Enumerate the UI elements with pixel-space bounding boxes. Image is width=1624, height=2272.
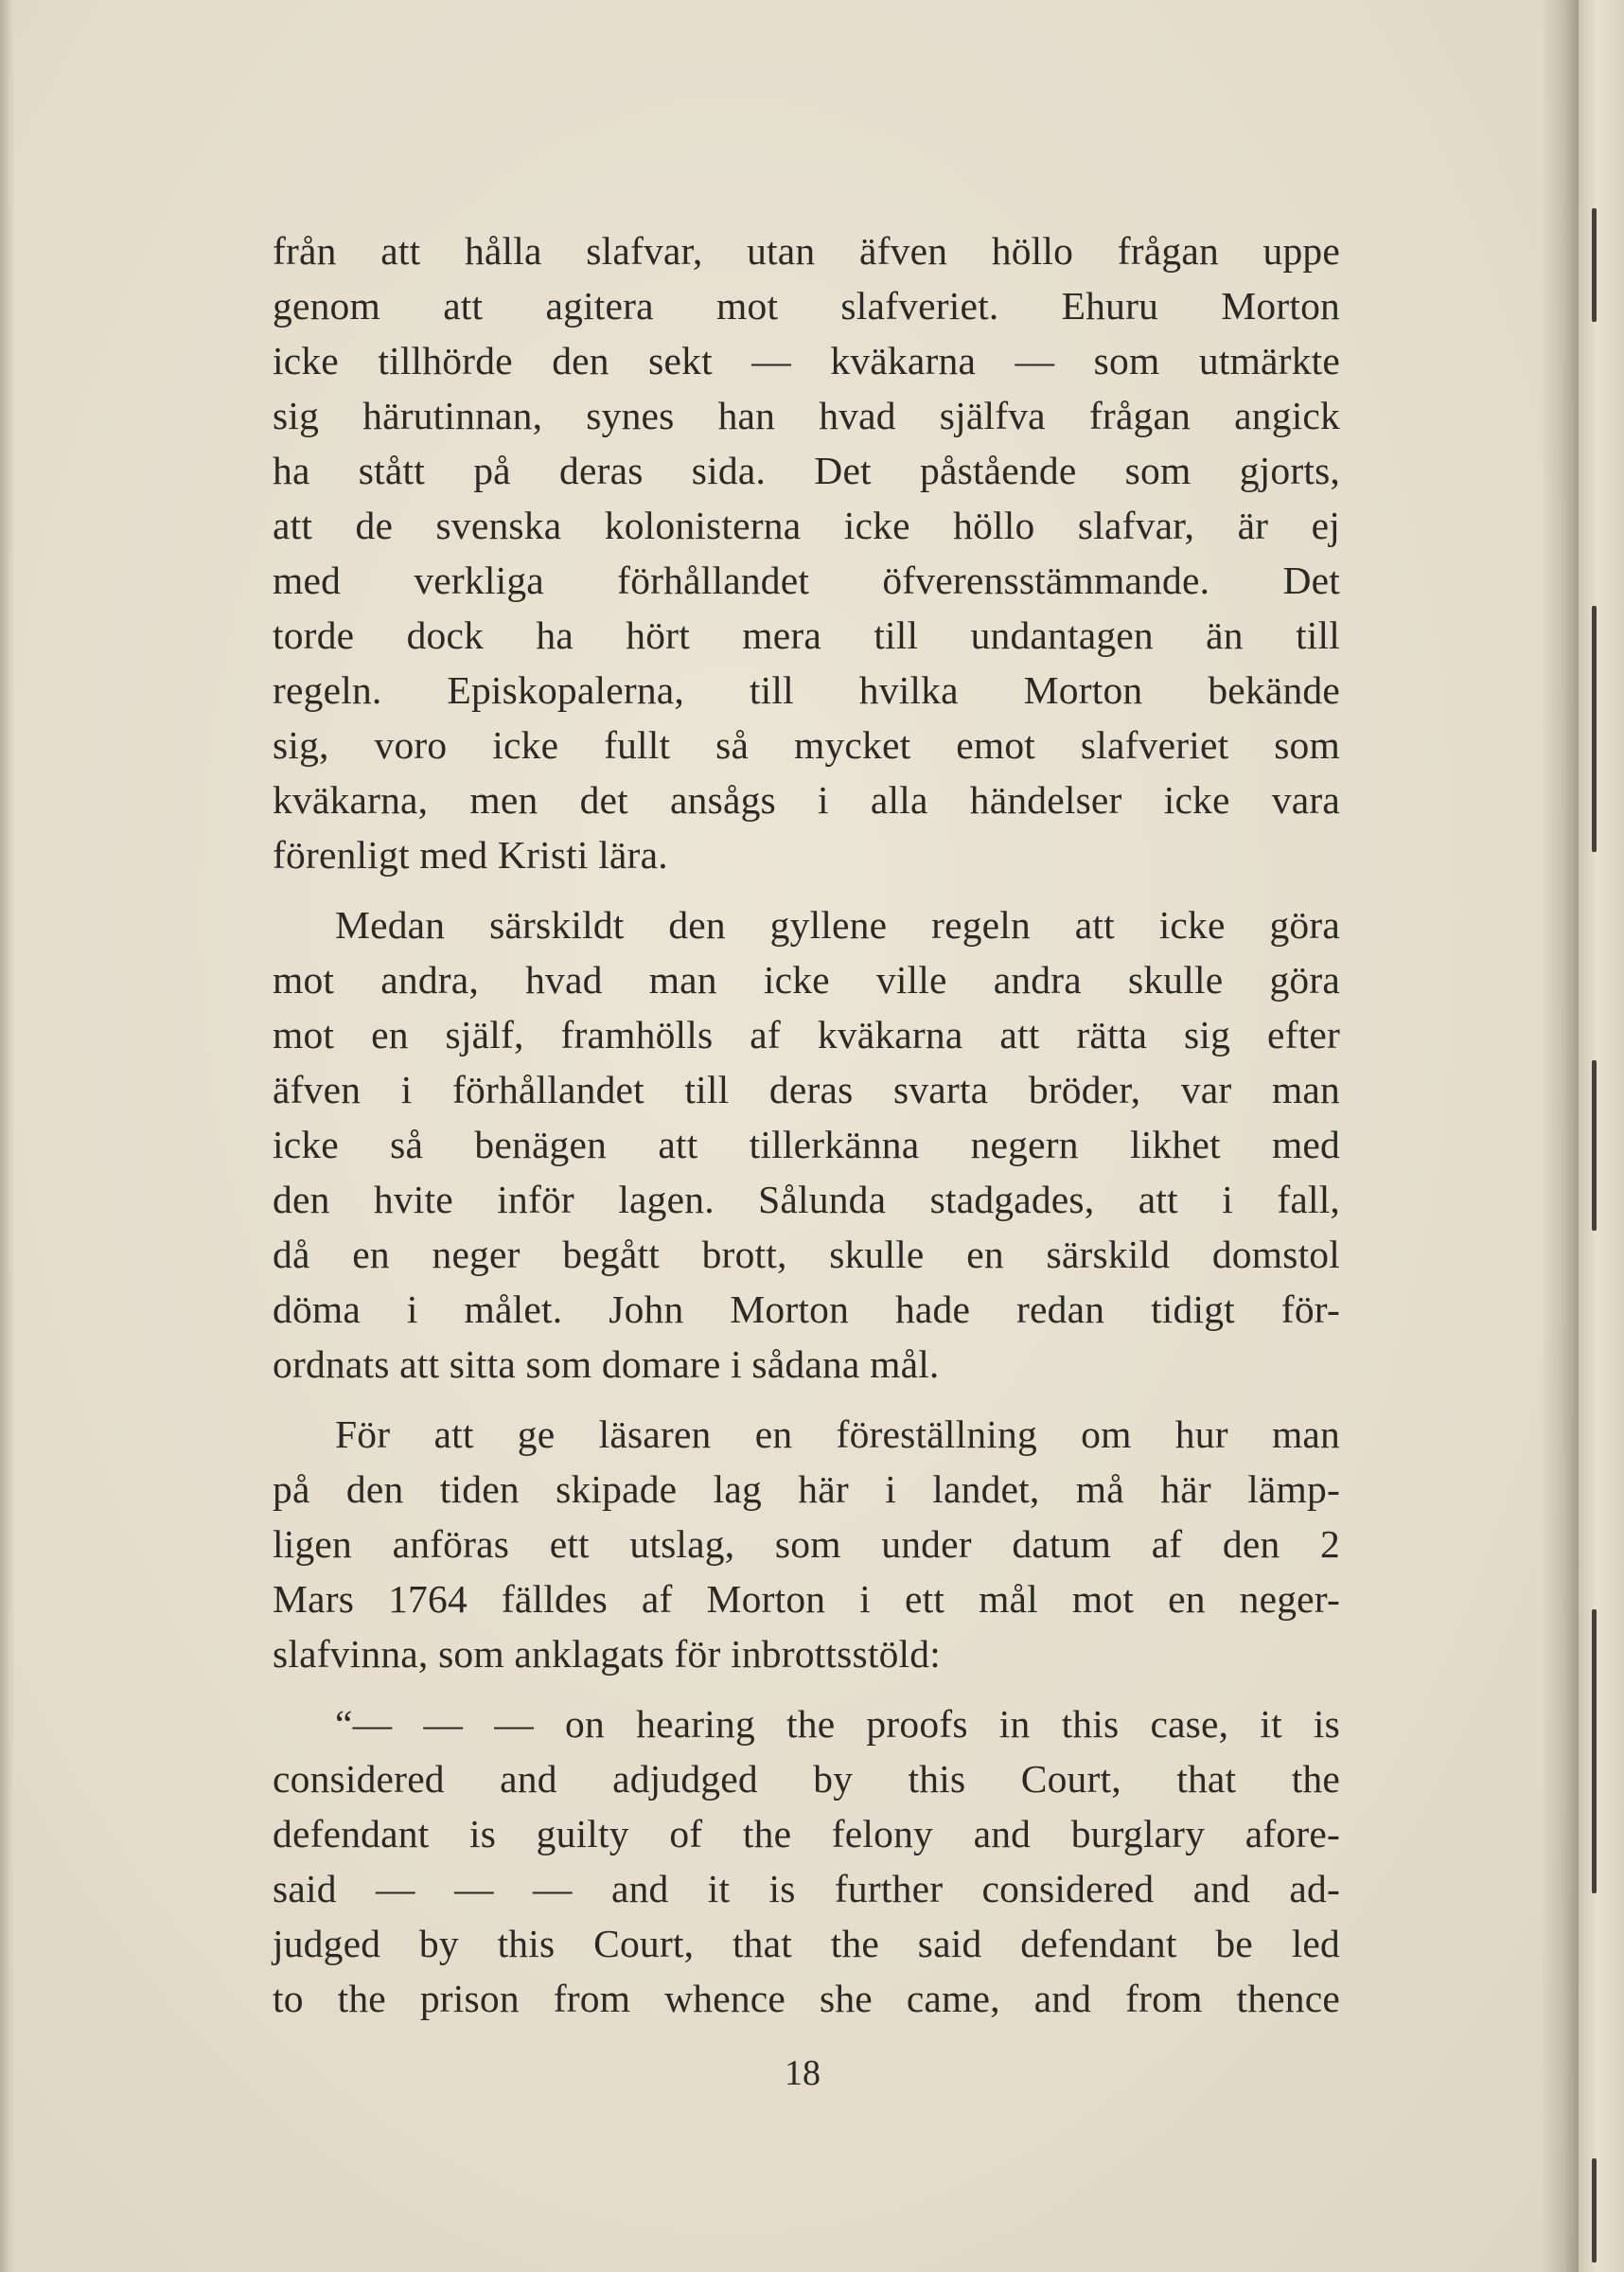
text-line: från att hålla slafvar, utan äfven höllo frågan uppe (273, 229, 1340, 273)
text-line: sig härutinnan, synes han hvad själfva frågan angick (273, 394, 1340, 437)
text-line: på den tiden skipade lag här i landet, må här lämp- (273, 1467, 1340, 1511)
text-line: sig, voro icke fullt så mycket emot slafveriet som (273, 723, 1340, 767)
binding-thread (1592, 606, 1597, 852)
text-line: ordnats att sitta som domare i sådana mål. (273, 1342, 940, 1386)
text-line: genom att agitera mot slafveriet. Ehuru Morton (273, 284, 1340, 328)
text-line: döma i målet. John Morton hade redan tidigt för- (273, 1287, 1340, 1331)
binding-thread (1592, 2158, 1597, 2263)
text-line: judged by this Court, that the said defendant be led (273, 1922, 1340, 1965)
body-text (273, 223, 1340, 2041)
paragraph (273, 223, 1340, 882)
text-line: Mars 1764 fälldes af Morton i ett mål mot en neger- (273, 1577, 1340, 1621)
gutter-shadow (1541, 0, 1579, 2272)
binding-thread (1592, 1060, 1597, 1231)
text-line: den hvite inför lagen. Sålunda stadgades, att i fall, (273, 1178, 1340, 1221)
paragraph (273, 1407, 1340, 1681)
binding-thread (1592, 208, 1597, 322)
text-line: to the prison from whence she came, and from thence (273, 1977, 1340, 2020)
text-line: För att ge läsaren en föreställning om hur man (335, 1412, 1340, 1456)
text-line: said — — — and it is further considered and ad- (273, 1867, 1340, 1910)
text-line: defendant is guilty of the felony and burglary afore- (273, 1812, 1340, 1855)
text-line: förenligt med Kristi lära. (273, 833, 668, 877)
text-line: Medan särskildt den gyllene regeln att icke göra (335, 903, 1340, 947)
text-line: då en neger begått brott, skulle en särskild domstol (273, 1233, 1340, 1276)
book-spine (1579, 0, 1624, 2272)
text-line: mot andra, hvad man icke ville andra skulle göra (273, 958, 1340, 1002)
text-line: ha stått på deras sida. Det påstående som gjorts, (273, 449, 1340, 492)
text-line: mot en själf, framhölls af kväkarna att rätta sig efter (273, 1013, 1340, 1056)
text-line: att de svenska kolonisterna icke höllo slafvar, är ej (273, 504, 1340, 547)
text-line: kväkarna, men det ansågs i alla händelser icke vara (273, 778, 1340, 822)
text-line: regeln. Episkopalerna, till hvilka Morton bekände (273, 668, 1340, 712)
text-line: torde dock ha hört mera till undantagen än till (273, 613, 1340, 657)
paragraph (273, 897, 1340, 1392)
text-line: med verkliga förhållandet öfverensstämmande. Det (273, 559, 1340, 602)
text-line: “— — — on hearing the proofs in this case, it is (335, 1702, 1340, 1746)
page-number: 18 (785, 2053, 821, 2093)
text-line: considered and adjudged by this Court, that the (273, 1757, 1340, 1801)
text-line: slafvinna, som anklagats för inbrottsstöld: (273, 1632, 941, 1676)
text-line: icke tillhörde den sekt — kväkarna — som utmärkte (273, 339, 1340, 382)
quotation (273, 1696, 1340, 2026)
text-line: äfven i förhållandet till deras svarta bröder, var man (273, 1068, 1340, 1111)
text-line: icke så benägen att tillerkänna negern likhet med (273, 1123, 1340, 1166)
text-line: ligen anföras ett utslag, som under datum af den 2 (273, 1522, 1340, 1566)
page-left-edge (0, 0, 15, 2272)
binding-thread (1592, 1609, 1597, 1893)
